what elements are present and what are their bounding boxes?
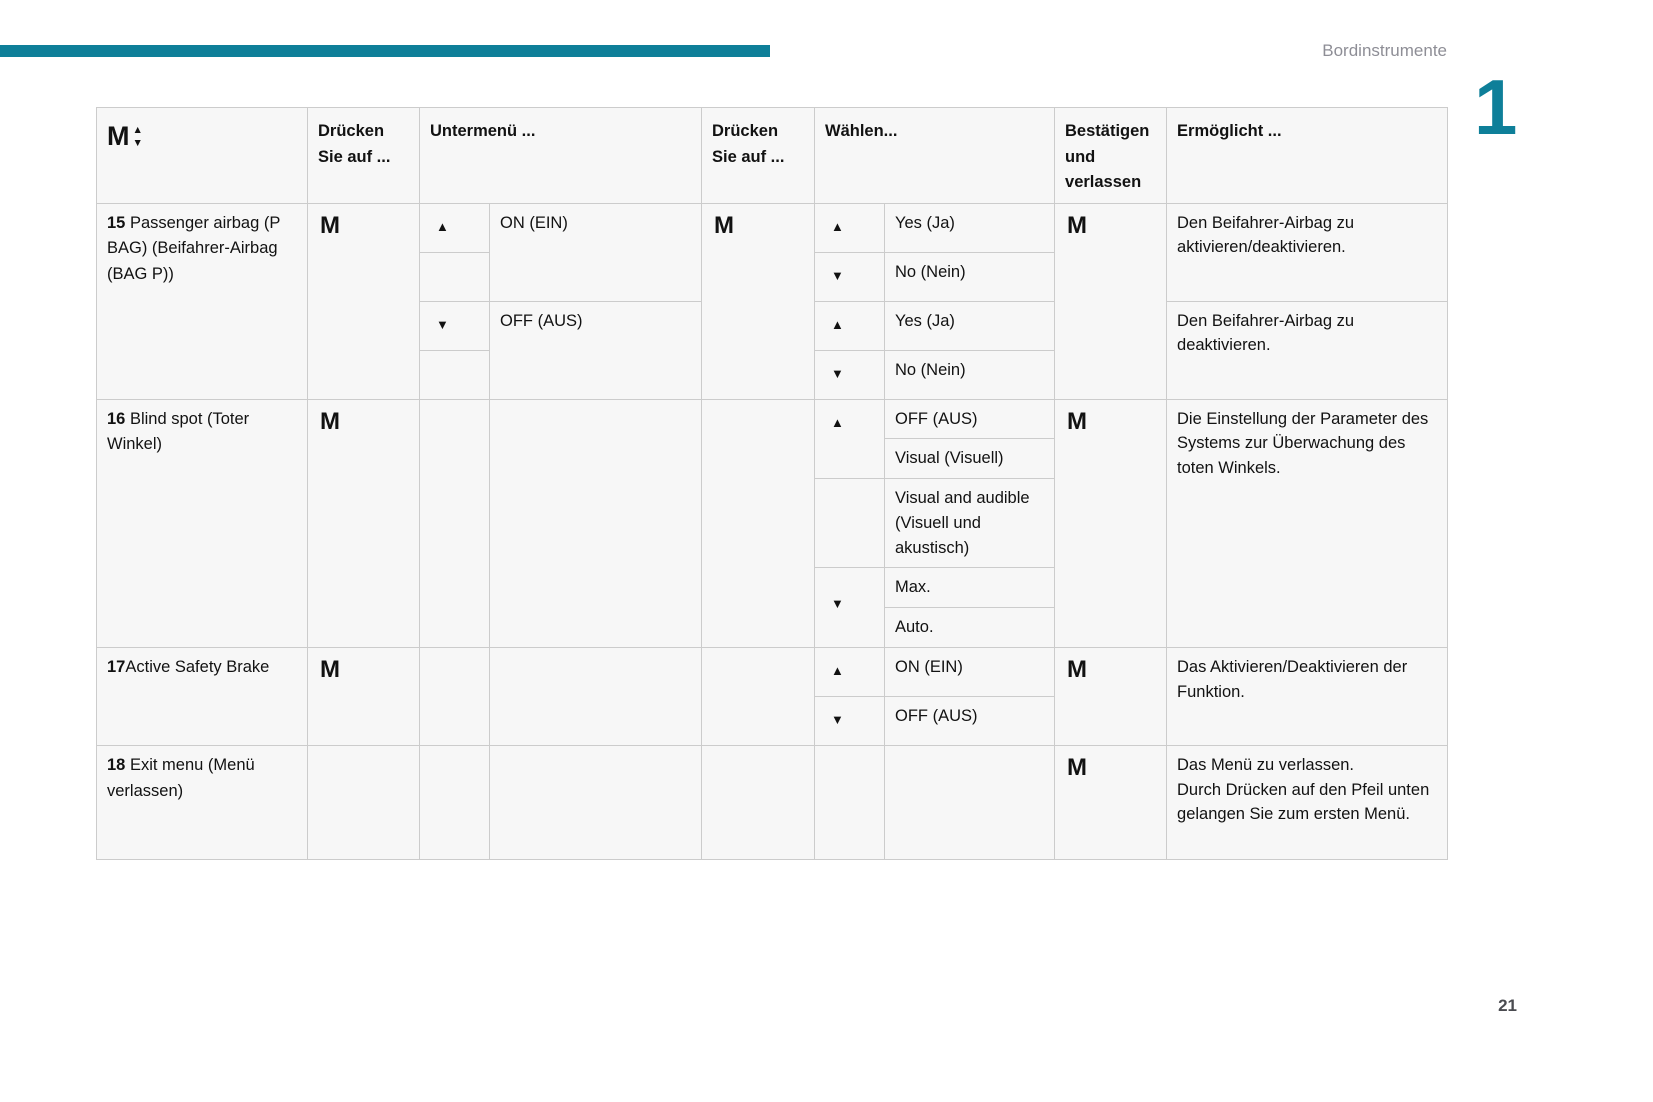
select-option: ON (EIN)	[885, 647, 1055, 696]
submenu-arrow-down-icon: ▼	[420, 301, 490, 350]
header-press-2: Drücken Sie auf ...	[702, 108, 815, 204]
select-empty	[885, 745, 1055, 859]
enables-line: Durch Drücken auf den Pfeil unten gelangen Sie zum ersten Menü.	[1177, 780, 1430, 824]
item-name-18	[97, 745, 308, 859]
enables-text: Den Beifahrer-Airbag zu aktivieren/deaktivieren.	[1167, 203, 1448, 301]
select-option: OFF (AUS)	[885, 696, 1055, 745]
submenu-empty	[490, 745, 702, 859]
select-arrow-up-icon: ▲	[815, 301, 885, 350]
select-option: No (Nein)	[885, 350, 1055, 399]
enables-text: Den Beifahrer-Airbag zu deaktivieren.	[1167, 301, 1448, 399]
select-option: Visual and audible (Visuell und akustisch)	[885, 479, 1055, 568]
item-name-16	[97, 399, 308, 647]
press-button-m: M	[308, 399, 420, 647]
table-row-17	[97, 647, 1448, 696]
arrow-up-icon: ▲	[132, 124, 143, 137]
enables-text: Das Aktivieren/Deaktivieren der Funktion.	[1167, 647, 1448, 745]
select-arrow-up-icon: ▲	[815, 203, 885, 252]
confirm-button-m: M	[1055, 745, 1167, 859]
press-button-m: M	[702, 203, 815, 399]
select-option: Yes (Ja)	[885, 203, 1055, 252]
menu-table	[96, 107, 1448, 860]
confirm-button-m: M	[1055, 399, 1167, 647]
submenu-arrow-empty	[420, 350, 490, 399]
item-name-15	[97, 203, 308, 399]
enables-line: Das Menü zu verlassen.	[1177, 755, 1355, 774]
select-option: Yes (Ja)	[885, 301, 1055, 350]
header-select: Wählen...	[815, 108, 1055, 204]
press-empty	[308, 745, 420, 859]
item-number: 17	[107, 657, 126, 676]
submenu-arrow-empty	[420, 399, 490, 647]
header-menu	[97, 108, 308, 204]
item-label: Blind spot (Toter Winkel)	[107, 409, 250, 454]
press-empty	[702, 745, 815, 859]
item-number: 18	[107, 755, 126, 774]
header-enables: Ermöglicht ...	[1167, 108, 1448, 204]
select-option: Auto.	[885, 608, 1055, 648]
select-option: Max.	[885, 568, 1055, 608]
select-arrow-down-icon: ▼	[815, 252, 885, 301]
press-empty	[702, 647, 815, 745]
enables-text	[1167, 745, 1448, 859]
submenu-arrow-empty	[420, 252, 490, 301]
press-button-m: M	[308, 647, 420, 745]
item-number: 16	[107, 409, 126, 428]
item-number: 15	[107, 213, 126, 232]
press-empty	[702, 399, 815, 647]
press-button-m: M	[308, 203, 420, 399]
item-label: Exit menu (Menü verlassen)	[107, 755, 255, 800]
table-row-18	[97, 745, 1448, 859]
submenu-empty	[490, 647, 702, 745]
select-arrow-up-icon: ▲	[815, 647, 885, 696]
table-row-16	[97, 399, 1448, 439]
menu-button-label: M	[107, 121, 130, 151]
header-press-1: Drücken Sie auf ...	[308, 108, 420, 204]
section-header: Bordinstrumente	[1322, 41, 1447, 60]
select-option: OFF (AUS)	[885, 399, 1055, 439]
select-arrow-down-icon: ▼	[815, 350, 885, 399]
select-arrow-down-icon: ▼	[815, 568, 885, 648]
submenu-arrow-empty	[420, 745, 490, 859]
page-number: 21	[1498, 996, 1517, 1015]
submenu-arrow-up-icon: ▲	[420, 203, 490, 252]
table-header-row	[97, 108, 1448, 204]
submenu-option: OFF (AUS)	[490, 301, 702, 399]
header-submenu: Untermenü ...	[420, 108, 702, 204]
accent-bar	[0, 45, 770, 57]
enables-text: Die Einstellung der Parameter des Systems zur Überwachung des toten Winkels.	[1167, 399, 1448, 647]
table-row-15	[97, 203, 1448, 252]
select-option: Visual (Visuell)	[885, 439, 1055, 479]
select-arrow-empty	[815, 745, 885, 859]
confirm-button-m: M	[1055, 203, 1167, 399]
item-label: Passenger airbag (P BAG) (Beifahrer-Airbag (BAG P))	[107, 213, 281, 283]
chapter-number: 1	[1474, 63, 1518, 151]
select-option: No (Nein)	[885, 252, 1055, 301]
select-arrow-empty	[815, 479, 885, 568]
submenu-arrow-empty	[420, 647, 490, 745]
item-label: Active Safety Brake	[125, 657, 270, 676]
arrow-down-icon: ▼	[132, 136, 143, 149]
confirm-button-m: M	[1055, 647, 1167, 745]
header-confirm: Bestätigen und verlassen	[1055, 108, 1167, 204]
item-name-17	[97, 647, 308, 745]
select-arrow-down-icon: ▼	[815, 696, 885, 745]
select-arrow-up-icon: ▲	[815, 399, 885, 479]
submenu-empty	[490, 399, 702, 647]
submenu-option: ON (EIN)	[490, 203, 702, 301]
